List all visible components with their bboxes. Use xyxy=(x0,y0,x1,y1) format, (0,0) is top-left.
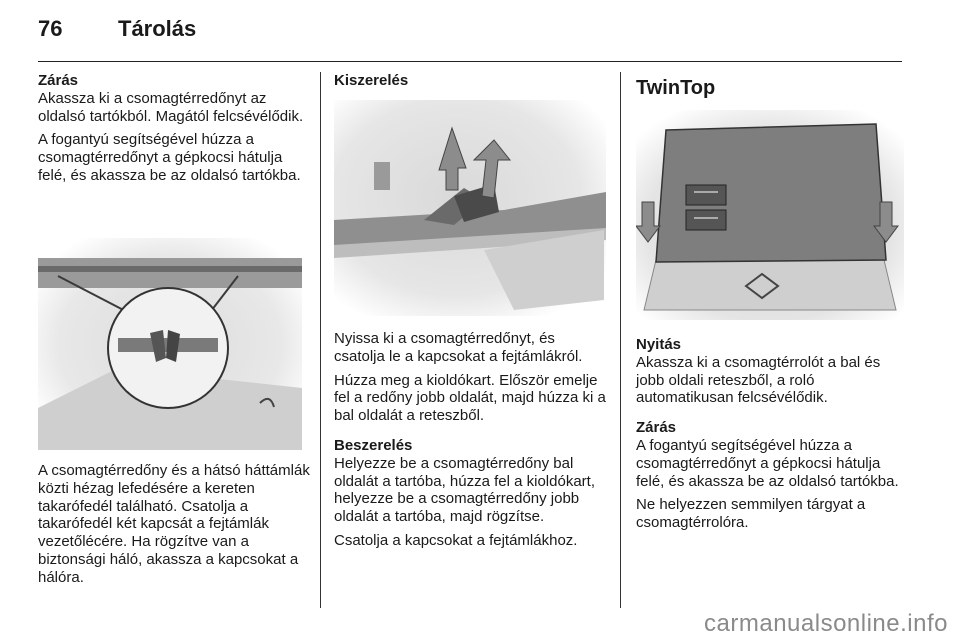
page-number: 76 xyxy=(38,16,63,41)
removal-arrows-illustration xyxy=(334,100,606,316)
column-2 xyxy=(334,72,606,90)
header-divider xyxy=(38,61,902,62)
paragraph: Csatolja a kapcsokat a fejtámlákhoz. xyxy=(334,531,578,549)
column-1 xyxy=(38,72,310,191)
figure-cover-clips xyxy=(38,238,302,450)
watermark: carmanualsonline.info xyxy=(704,610,948,637)
heading-removal: Kiszerelés xyxy=(334,72,409,89)
column-3-lower xyxy=(636,336,908,538)
paragraph: Nyissa ki a csomagtérredőnyt, és csatolja le a kapcsokat a fejtámlákról. xyxy=(334,330,583,365)
figure-removal xyxy=(334,100,606,316)
heading-opening: Nyitás xyxy=(636,336,682,353)
figure-twintop xyxy=(636,110,904,320)
column-divider xyxy=(620,72,621,608)
paragraph: Akassza ki a csomagtérredőnyt az oldalsó tartókból. Magától felcsévélődik. xyxy=(38,89,304,125)
paragraph: A csomagtérredőny és a hátsó háttámlák közti hézag lefedésére a kereten takarófedél található. Csatolja a takarófedél két kapcsát a fejtámlák vezetőlécére. Ha rögzítve van a biztonsági háló, akassza a kapcsokat a hálóra. xyxy=(38,462,310,586)
paragraph: Húzza meg a kioldókart. Először emelje fel a redőny jobb oldalát, majd húzza ki a bal oldalát a reteszből. xyxy=(334,371,606,425)
paragraph: Helyezze be a csomagtérredőny bal oldalát a tartóba, húzza fel a kioldókart, helyezze be a csomagtérredőny jobb oldalát a tartóba, majd rögzítse. xyxy=(334,454,595,526)
heading-closing-twintop: Zárás xyxy=(636,419,677,437)
section-title: TwinTop xyxy=(636,77,716,99)
chapter-title: Tárolás xyxy=(118,16,197,41)
page-header xyxy=(38,16,908,46)
column-divider xyxy=(320,72,321,608)
paragraph: Ne helyezzen semmilyen tárgyat a csomagtérrolóra. xyxy=(636,496,866,532)
column-2-lower xyxy=(334,330,606,556)
paragraph: Akassza ki a csomagtérrolót a bal és jobb oldali reteszből, a roló automatikusan felcsévélődik. xyxy=(636,353,881,407)
paragraph: A fogantyú segítségével húzza a csomagtérredőnyt a gépkocsi hátulja felé, és akassza be az oldalsó tartókba. xyxy=(38,131,301,184)
luggage-cover-clip-illustration xyxy=(38,238,302,450)
column-1-lower xyxy=(38,462,310,593)
twintop-roller-illustration xyxy=(636,110,904,320)
column-3 xyxy=(636,76,908,100)
heading-closing: Zárás xyxy=(38,72,79,89)
paragraph: A fogantyú segítségével húzza a csomagtérredőnyt a gépkocsi hátulja felé, és akassza be az oldalsó tartókba. xyxy=(636,436,899,490)
heading-installation: Beszerelés xyxy=(334,436,413,454)
